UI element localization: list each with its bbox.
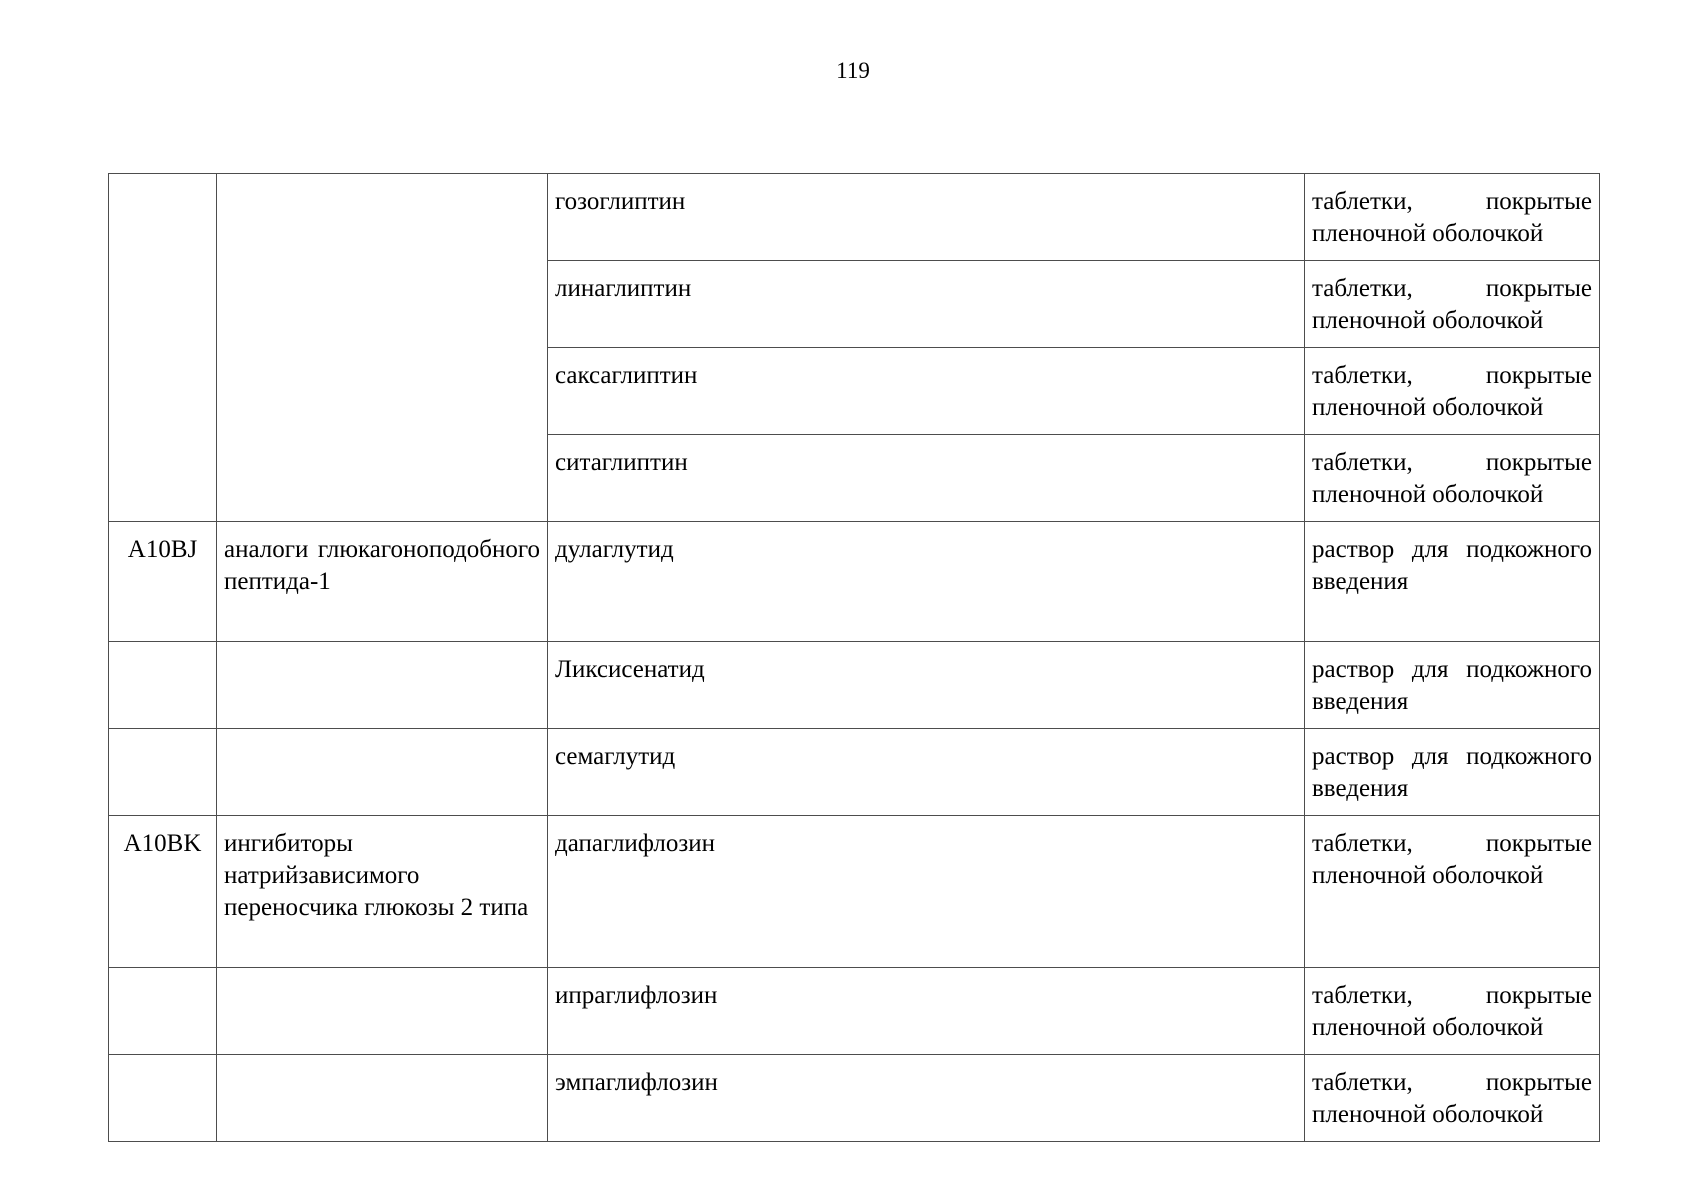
dosage-form-cell: таблетки, покрытые пленочной оболочкой <box>1305 435 1600 522</box>
drug-name-cell: линаглиптин <box>548 261 1305 348</box>
atc-code-cell <box>109 729 217 816</box>
pharm-group-cell <box>217 174 548 522</box>
pharm-group-cell: аналоги глюкагоноподобного пептида-1 <box>217 522 548 642</box>
drug-name-cell: саксаглиптин <box>548 348 1305 435</box>
pharm-group-cell: ингибиторы натрийзависимого переносчика глюкозы 2 типа <box>217 816 548 968</box>
dosage-form-cell: таблетки, покрытые пленочной оболочкой <box>1305 816 1600 968</box>
atc-code-cell <box>109 1055 217 1142</box>
table-row <box>109 1055 1600 1142</box>
table-row <box>109 729 1600 816</box>
drug-name-cell: дапаглифлозин <box>548 816 1305 968</box>
drug-name-cell: ипраглифлозин <box>548 968 1305 1055</box>
drug-table <box>108 173 1600 1142</box>
dosage-form-cell: раствор для подкожного введения <box>1305 642 1600 729</box>
pharm-group-cell <box>217 968 548 1055</box>
table-row <box>109 642 1600 729</box>
pharm-group-cell <box>217 729 548 816</box>
drug-name-cell: семаглутид <box>548 729 1305 816</box>
table-row <box>109 816 1600 968</box>
drug-name-cell: гозоглиптин <box>548 174 1305 261</box>
atc-code-cell <box>109 174 217 522</box>
table-row <box>109 174 1600 261</box>
dosage-form-cell: таблетки, покрытые пленочной оболочкой <box>1305 261 1600 348</box>
atc-code-cell: A10BJ <box>109 522 217 642</box>
table-row <box>109 522 1600 642</box>
atc-code-cell: A10BK <box>109 816 217 968</box>
atc-code-cell <box>109 642 217 729</box>
dosage-form-cell: таблетки, покрытые пленочной оболочкой <box>1305 174 1600 261</box>
table-row <box>109 968 1600 1055</box>
dosage-form-cell: таблетки, покрытые пленочной оболочкой <box>1305 968 1600 1055</box>
drug-name-cell: ситаглиптин <box>548 435 1305 522</box>
dosage-form-cell: таблетки, покрытые пленочной оболочкой <box>1305 1055 1600 1142</box>
dosage-form-cell: раствор для подкожного введения <box>1305 729 1600 816</box>
pharm-group-cell <box>217 1055 548 1142</box>
dosage-form-cell: раствор для подкожного введения <box>1305 522 1600 642</box>
pharm-group-cell <box>217 642 548 729</box>
drug-name-cell: Ликсисенатид <box>548 642 1305 729</box>
page-number: 119 <box>836 58 870 83</box>
dosage-form-cell: таблетки, покрытые пленочной оболочкой <box>1305 348 1600 435</box>
drug-name-cell: дулаглутид <box>548 522 1305 642</box>
drug-name-cell: эмпаглифлозин <box>548 1055 1305 1142</box>
atc-code-cell <box>109 968 217 1055</box>
